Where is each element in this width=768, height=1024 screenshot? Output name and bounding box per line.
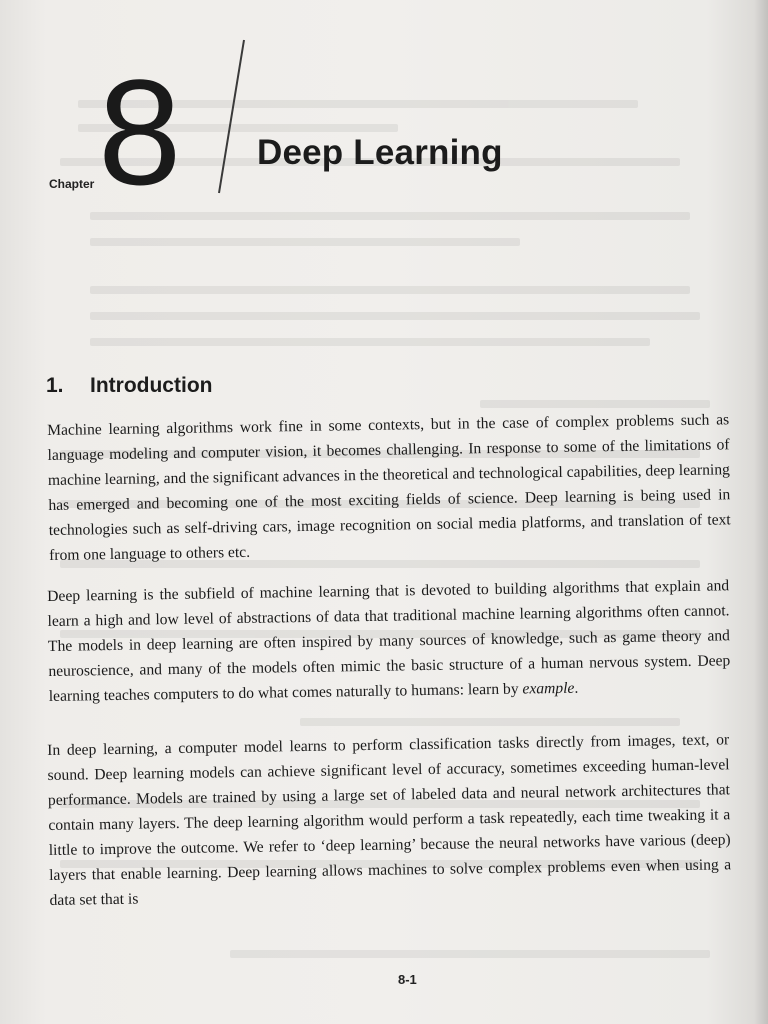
paragraph-2-end: . (574, 679, 579, 697)
section-title: Introduction (90, 374, 213, 397)
paragraph-3: In deep learning, a computer model learns to perform classification tasks directly from images, text, or sound. Deep learning models can achieve significant level of accuracy, sometimes exceeding human-level performance. Models are trained by using a large set of labeled data and neural network architectures that contain many layers. The deep learning algorithm would perform a task repeatedly, each time tweaking it a little to improve the outcome. We refer to ‘deep learning’ because the neural networks have various (deep) layers that enable learning. Deep learning allows machines to solve complex problems even when using a data set that is (47, 731, 732, 909)
paragraph-2 (47, 573, 731, 709)
page-number: 8-1 (398, 972, 417, 987)
paragraph-2-text: Deep learning is the subfield of machine learning that is devoted to building algorithms that explain and learn a high and low level of abstractions of data that traditional machine learning algorithms often cannot. The models in deep learning are often inspired by many sources of knowledge, such as game theory and neuroscience, and many of the models often mimic the basic structure of a human nervous system. Deep learning teaches computers to do what comes naturally to humans: learn by (47, 577, 731, 705)
section-heading (46, 374, 212, 398)
chapter-number: 8 (98, 48, 178, 216)
binding-shadow (754, 0, 768, 1024)
chapter-label: Chapter (49, 177, 95, 191)
section-number: 1. (46, 374, 64, 397)
chapter-title: Deep Learning (257, 133, 503, 172)
paragraph-1: Machine learning algorithms work fine in some contexts, but in the case of complex problems such as language modeling and computer vision, it becomes challenging. In response to some of the limitations of machine learning, and the significant advances in the theoretical and technological capabilities, deep learning has emerged and becoming one of the most exciting fields of science. Deep learning is being used in technologies such as self-driving cars, image recognition on social media platforms, and translation of text from one language to others etc. (47, 411, 731, 564)
paragraph-2-emphasis: example (522, 679, 575, 698)
